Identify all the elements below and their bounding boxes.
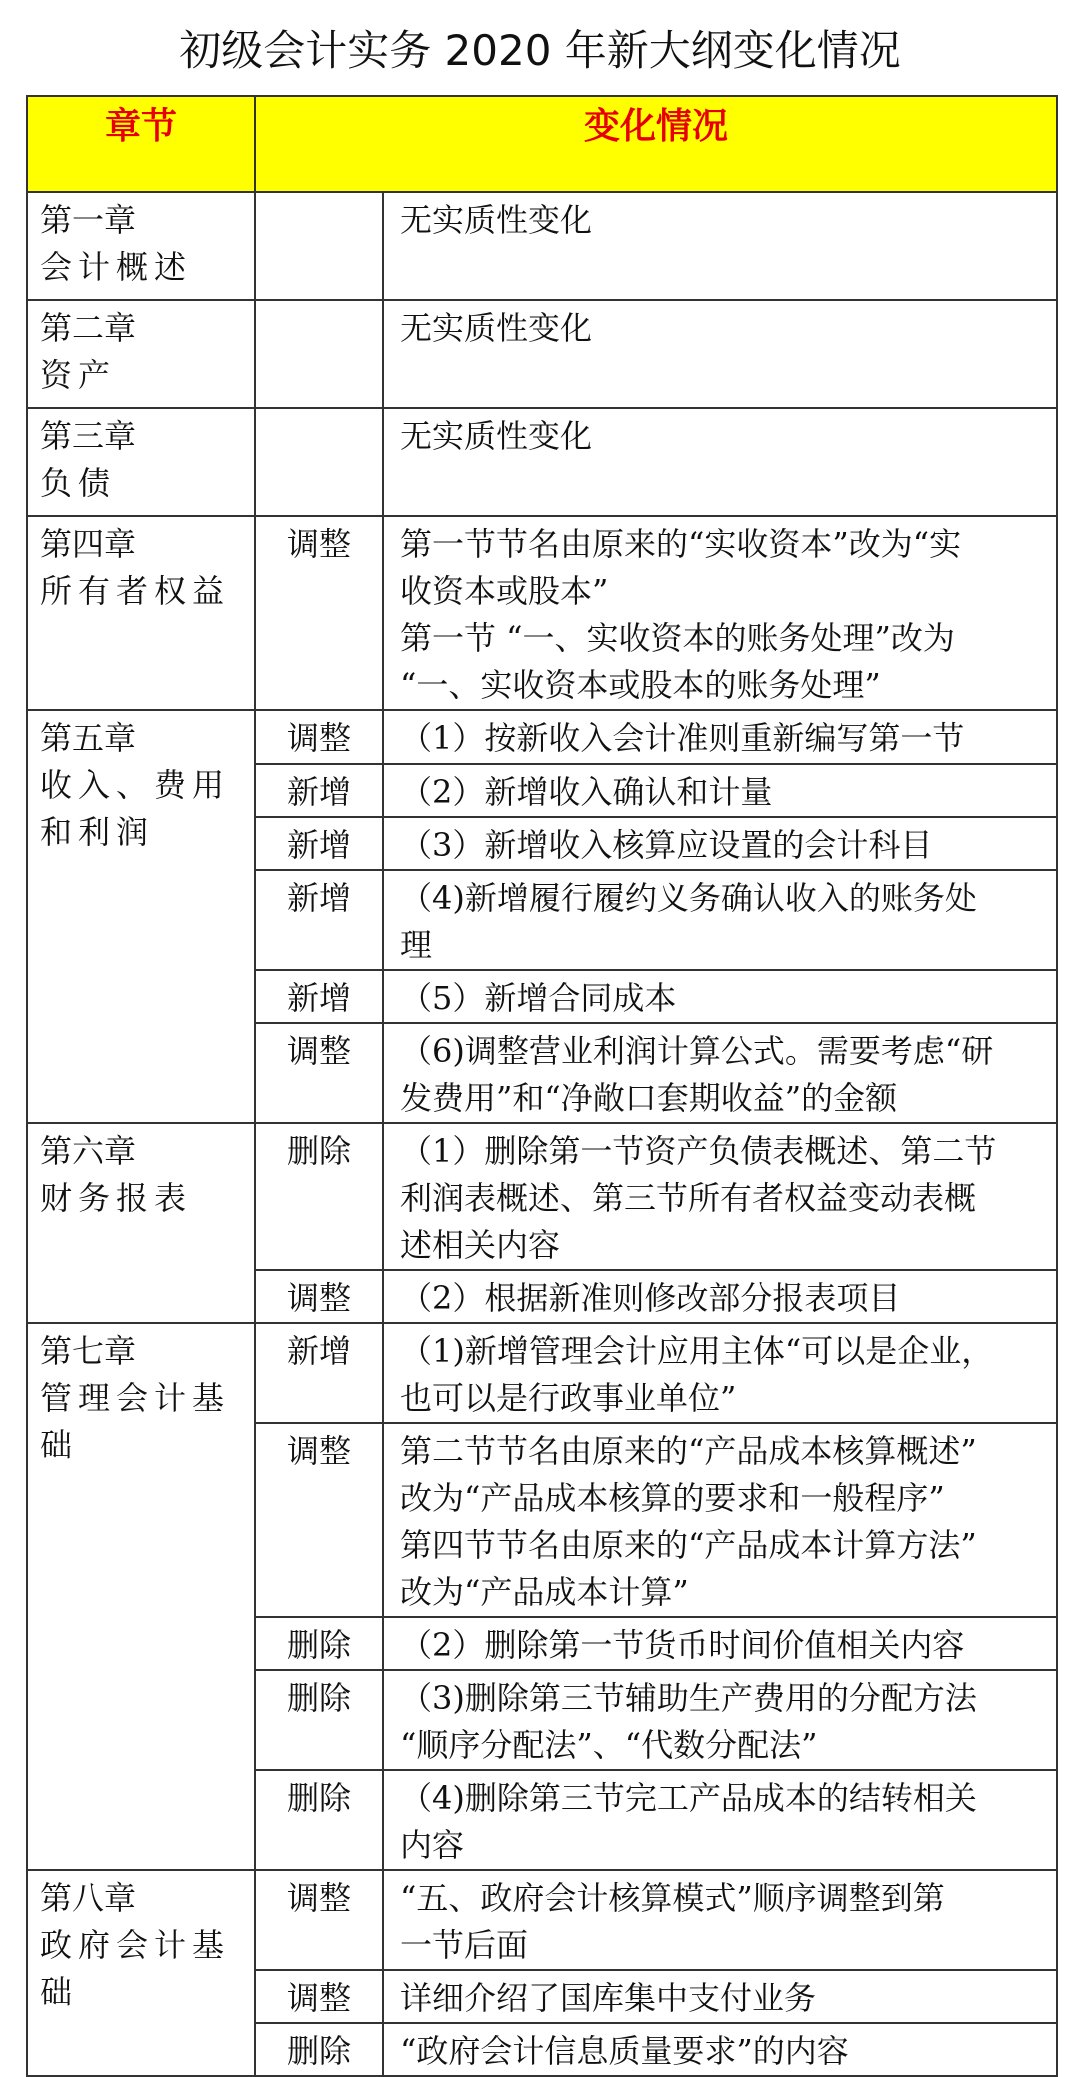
table-row: [27, 1870, 1057, 1970]
description-line: （1)新增管理会计应用主体“可以是企业，: [400, 1332, 994, 1370]
change-description: [383, 1123, 1057, 1270]
change-type: 删除: [255, 2023, 383, 2076]
change-type: [255, 192, 383, 300]
description-line: （1）按新收入会计准则重新编写第一节: [400, 719, 965, 757]
table-row: [27, 1323, 1057, 1423]
change-description: [383, 817, 1057, 870]
change-type: 调整: [255, 1970, 383, 2023]
chapter-cell: [27, 710, 255, 1123]
chapter-name: 所有者权益: [40, 572, 231, 610]
description-line: （5）新增合同成本: [400, 979, 677, 1017]
change-type: 删除: [255, 1670, 383, 1770]
change-type: 调整: [255, 1023, 383, 1123]
chapter-number: 第四章: [40, 525, 137, 563]
change-description: [383, 1970, 1057, 2023]
description-line: （2）根据新准则修改部分报表项目: [400, 1279, 901, 1317]
chapter-name: 收入、费用和利润: [40, 766, 231, 851]
chapter-cell: [27, 1123, 255, 1323]
description-line: “顺序分配法”、“代数分配法”: [400, 1726, 818, 1764]
description-line: 第一节节名由原来的“实收资本”改为“实: [400, 525, 962, 563]
change-description: [383, 1770, 1057, 1870]
table-row: [27, 710, 1057, 764]
chapter-number: 第三章: [40, 417, 137, 455]
chapter-cell: [27, 1323, 255, 1870]
table-body: [27, 192, 1057, 2076]
chapter-name: 财务报表: [40, 1179, 193, 1217]
chapter-name: 资产: [40, 356, 117, 394]
chapter-cell: [27, 192, 255, 300]
description-line: 一节后面: [400, 1926, 529, 1964]
change-description: [383, 970, 1057, 1023]
page-title: 初级会计实务 2020 年新大纲变化情况: [179, 26, 901, 75]
change-type: 新增: [255, 817, 383, 870]
description-line: （3)删除第三节辅助生产费用的分配方法: [400, 1679, 977, 1717]
description-line: （6)调整营业利润计算公式。需要考虑“研: [400, 1032, 994, 1070]
description-line: 第四节节名由原来的“产品成本计算方法”: [400, 1526, 977, 1564]
change-type: 新增: [255, 764, 383, 817]
description-line: （1）删除第一节资产负债表概述、第二节: [400, 1132, 997, 1170]
description-line: 无实质性变化: [400, 309, 593, 347]
description-line: 详细介绍了国库集中支付业务: [400, 1979, 817, 2017]
change-type: 调整: [255, 1870, 383, 1970]
chapter-number: 第八章: [40, 1879, 137, 1917]
chapter-name: 会计概述: [40, 248, 193, 286]
chapter-cell: [27, 300, 255, 408]
change-type: 删除: [255, 1617, 383, 1670]
change-description: [383, 870, 1057, 970]
description-line: “一、实收资本或股本的账务处理”: [400, 666, 881, 704]
description-line: 也可以是行政事业单位”: [400, 1379, 737, 1417]
syllabus-change-table: [26, 95, 1058, 2077]
change-description: [383, 1423, 1057, 1617]
change-type: 调整: [255, 1270, 383, 1323]
table-row: [27, 1123, 1057, 1270]
chapter-number: 第一章: [40, 201, 137, 239]
chapter-number: 第六章: [40, 1132, 137, 1170]
chapter-number: 第五章: [40, 719, 137, 757]
change-description: [383, 1323, 1057, 1423]
change-description: [383, 1670, 1057, 1770]
description-line: （2）删除第一节货币时间价值相关内容: [400, 1626, 965, 1664]
change-type: 新增: [255, 870, 383, 970]
change-type: 删除: [255, 1123, 383, 1270]
description-line: “五、政府会计核算模式”顺序调整到第: [400, 1879, 945, 1917]
change-description: [383, 408, 1057, 516]
description-line: 利润表概述、第三节所有者权益变动表概: [400, 1179, 977, 1217]
change-description: [383, 1023, 1057, 1123]
change-type: 新增: [255, 970, 383, 1023]
chapter-name: 管理会计基础: [40, 1379, 231, 1464]
change-description: [383, 2023, 1057, 2076]
change-description: [383, 192, 1057, 300]
header-changes: 变化情况: [255, 96, 1057, 192]
header-chapter: 章节: [27, 96, 255, 192]
change-type: 调整: [255, 516, 383, 710]
change-description: [383, 764, 1057, 817]
description-line: （4)删除第三节完工产品成本的结转相关: [400, 1779, 977, 1817]
change-description: [383, 516, 1057, 710]
description-line: 第二节节名由原来的“产品成本核算概述”: [400, 1432, 977, 1470]
chapter-name: 政府会计基础: [40, 1926, 231, 2011]
description-line: 无实质性变化: [400, 201, 593, 239]
description-line: （3）新增收入核算应设置的会计科目: [400, 826, 933, 864]
change-type: 调整: [255, 710, 383, 764]
change-type: [255, 408, 383, 516]
chapter-cell: [27, 1870, 255, 2076]
table-row: [27, 408, 1057, 516]
change-type: 删除: [255, 1770, 383, 1870]
change-type: 新增: [255, 1323, 383, 1423]
table-row: [27, 192, 1057, 300]
chapter-cell: [27, 408, 255, 516]
chapter-name: 负债: [40, 464, 117, 502]
description-line: 述相关内容: [400, 1226, 561, 1264]
description-line: “政府会计信息质量要求”的内容: [400, 2032, 849, 2070]
chapter-number: 第二章: [40, 309, 137, 347]
description-line: 第一节 “一、实收资本的账务处理”改为: [400, 619, 955, 657]
description-line: 无实质性变化: [400, 417, 593, 455]
description-line: （2）新增收入确认和计量: [400, 773, 773, 811]
chapter-number: 第七章: [40, 1332, 137, 1370]
table-header-row: [27, 96, 1057, 192]
table-row: [27, 300, 1057, 408]
change-description: [383, 1270, 1057, 1323]
description-line: 发费用”和“净敞口套期收益”的金额: [400, 1079, 898, 1117]
description-line: 改为“产品成本核算的要求和一般程序”: [400, 1479, 945, 1517]
change-description: [383, 1870, 1057, 1970]
description-line: （4)新增履行履约义务确认收入的账务处: [400, 879, 977, 917]
description-line: 理: [400, 926, 433, 964]
change-description: [383, 1617, 1057, 1670]
change-description: [383, 300, 1057, 408]
description-line: 收资本或股本”: [400, 572, 609, 610]
change-description: [383, 710, 1057, 764]
description-line: 改为“产品成本计算”: [400, 1573, 689, 1611]
change-type: [255, 300, 383, 408]
table-row: [27, 516, 1057, 710]
description-line: 内容: [400, 1826, 465, 1864]
chapter-cell: [27, 516, 255, 710]
change-type: 调整: [255, 1423, 383, 1617]
